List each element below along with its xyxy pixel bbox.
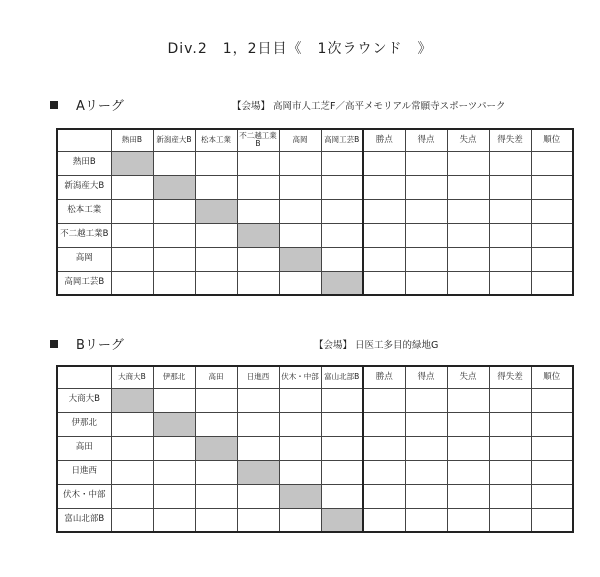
stat-cell: [489, 247, 531, 271]
self-match-cell: [153, 412, 195, 436]
result-cell: [321, 199, 363, 223]
stat-cell: [531, 484, 573, 508]
self-match-cell: [237, 460, 279, 484]
league-a-table: [56, 128, 574, 296]
stat-cell: [363, 508, 405, 532]
row-team-name: 高田: [57, 436, 111, 460]
result-cell: [111, 508, 153, 532]
self-match-cell: [279, 247, 321, 271]
result-cell: [111, 436, 153, 460]
column-header-team: 富山北部B: [321, 366, 363, 388]
stat-cell: [363, 436, 405, 460]
league-a-venue: 【会場】 高岡市人工芝F／高平メモリアル常願寺スポーツパーク: [232, 101, 506, 112]
stat-cell: [363, 271, 405, 295]
result-cell: [153, 271, 195, 295]
stat-cell: [489, 151, 531, 175]
stat-cell: [363, 151, 405, 175]
result-cell: [111, 199, 153, 223]
stat-cell: [531, 247, 573, 271]
stat-cell: [531, 412, 573, 436]
result-cell: [111, 247, 153, 271]
result-cell: [237, 436, 279, 460]
column-header-team: 熱田B: [111, 129, 153, 151]
stat-cell: [405, 388, 447, 412]
self-match-cell: [321, 271, 363, 295]
result-cell: [321, 460, 363, 484]
self-match-cell: [279, 484, 321, 508]
result-cell: [195, 460, 237, 484]
stat-cell: [489, 460, 531, 484]
stat-cell: [531, 199, 573, 223]
stat-cell: [447, 436, 489, 460]
stat-cell: [363, 412, 405, 436]
league-a-name: Aリーグ: [76, 99, 124, 114]
self-match-cell: [153, 175, 195, 199]
row-team-name: 大商大B: [57, 388, 111, 412]
stat-cell: [405, 199, 447, 223]
corner-cell: [57, 129, 111, 151]
table-row: [57, 412, 573, 436]
stat-cell: [447, 199, 489, 223]
table-row: [57, 247, 573, 271]
result-cell: [153, 151, 195, 175]
column-header-stat: 失点: [447, 129, 489, 151]
stat-cell: [489, 271, 531, 295]
result-cell: [279, 508, 321, 532]
result-cell: [237, 151, 279, 175]
stat-cell: [363, 175, 405, 199]
self-match-cell: [195, 199, 237, 223]
table-row: [57, 460, 573, 484]
result-cell: [195, 151, 237, 175]
self-match-cell: [195, 436, 237, 460]
row-team-name: 伏木・中部: [57, 484, 111, 508]
result-cell: [237, 247, 279, 271]
result-cell: [321, 436, 363, 460]
table-header-row: [57, 129, 573, 151]
stat-cell: [531, 508, 573, 532]
result-cell: [237, 199, 279, 223]
corner-cell: [57, 366, 111, 388]
result-cell: [237, 412, 279, 436]
result-cell: [279, 271, 321, 295]
stat-cell: [531, 223, 573, 247]
stat-cell: [447, 247, 489, 271]
result-cell: [321, 151, 363, 175]
result-cell: [279, 436, 321, 460]
result-cell: [153, 388, 195, 412]
result-cell: [321, 175, 363, 199]
stat-cell: [363, 388, 405, 412]
result-cell: [321, 388, 363, 412]
bullet-square-icon: [50, 101, 58, 109]
stat-cell: [363, 199, 405, 223]
stat-cell: [447, 460, 489, 484]
stat-cell: [363, 484, 405, 508]
table-row: [57, 508, 573, 532]
stat-cell: [447, 484, 489, 508]
result-cell: [195, 388, 237, 412]
stat-cell: [489, 508, 531, 532]
league-b-venue: 【会場】 日医工多目的緑地G: [314, 340, 439, 351]
league-a-heading: [50, 95, 124, 114]
stat-cell: [447, 175, 489, 199]
result-cell: [111, 223, 153, 247]
result-cell: [153, 247, 195, 271]
league-b-name: Bリーグ: [76, 338, 124, 353]
stat-cell: [405, 436, 447, 460]
result-cell: [111, 175, 153, 199]
table-row: [57, 388, 573, 412]
column-header-stat: 得失差: [489, 129, 531, 151]
stat-cell: [447, 151, 489, 175]
stat-cell: [405, 460, 447, 484]
row-team-name: 日進西: [57, 460, 111, 484]
table-header-row: [57, 366, 573, 388]
stat-cell: [405, 271, 447, 295]
column-header-team: 大商大B: [111, 366, 153, 388]
result-cell: [153, 508, 195, 532]
result-cell: [153, 484, 195, 508]
self-match-cell: [111, 388, 153, 412]
stat-cell: [489, 199, 531, 223]
row-team-name: 伊那北: [57, 412, 111, 436]
row-team-name: 熱田B: [57, 151, 111, 175]
league-b-heading: [50, 334, 124, 353]
result-cell: [237, 388, 279, 412]
stat-cell: [531, 460, 573, 484]
table-row: [57, 484, 573, 508]
stat-cell: [531, 388, 573, 412]
column-header-team: 高岡: [279, 129, 321, 151]
column-header-team: 不二越工業B: [237, 129, 279, 151]
column-header-stat: 勝点: [363, 129, 405, 151]
stat-cell: [489, 412, 531, 436]
column-header-team: 高田: [195, 366, 237, 388]
table-row: [57, 175, 573, 199]
result-cell: [111, 460, 153, 484]
result-cell: [153, 199, 195, 223]
column-header-stat: 失点: [447, 366, 489, 388]
result-cell: [279, 223, 321, 247]
bullet-square-icon: [50, 340, 58, 348]
column-header-stat: 得点: [405, 129, 447, 151]
result-cell: [111, 271, 153, 295]
result-cell: [195, 223, 237, 247]
result-cell: [195, 271, 237, 295]
stat-cell: [531, 175, 573, 199]
self-match-cell: [237, 223, 279, 247]
result-cell: [195, 175, 237, 199]
result-cell: [153, 460, 195, 484]
result-cell: [237, 175, 279, 199]
league-b-table: [56, 365, 574, 533]
table-row: [57, 436, 573, 460]
stat-cell: [531, 436, 573, 460]
column-header-team: 松本工業: [195, 129, 237, 151]
result-cell: [111, 412, 153, 436]
column-header-team: 伊那北: [153, 366, 195, 388]
table-row: [57, 271, 573, 295]
stat-cell: [531, 151, 573, 175]
stat-cell: [489, 436, 531, 460]
result-cell: [153, 223, 195, 247]
row-team-name: 不二越工業B: [57, 223, 111, 247]
stat-cell: [489, 223, 531, 247]
result-cell: [111, 484, 153, 508]
result-cell: [279, 460, 321, 484]
self-match-cell: [321, 508, 363, 532]
stat-cell: [405, 508, 447, 532]
stat-cell: [363, 223, 405, 247]
result-cell: [195, 412, 237, 436]
result-cell: [321, 247, 363, 271]
stat-cell: [489, 388, 531, 412]
table-row: [57, 151, 573, 175]
stat-cell: [363, 247, 405, 271]
result-cell: [279, 175, 321, 199]
column-header-team: 高岡工芸B: [321, 129, 363, 151]
result-cell: [321, 223, 363, 247]
result-cell: [153, 436, 195, 460]
row-team-name: 新潟産大B: [57, 175, 111, 199]
page-title: Div.2 1，2日目《 1次ラウンド 》: [167, 41, 433, 57]
stat-cell: [405, 151, 447, 175]
column-header-stat: 得失差: [489, 366, 531, 388]
stat-cell: [489, 175, 531, 199]
row-team-name: 富山北部B: [57, 508, 111, 532]
result-cell: [195, 508, 237, 532]
stat-cell: [405, 175, 447, 199]
table-row: [57, 199, 573, 223]
row-team-name: 高岡: [57, 247, 111, 271]
table-row: [57, 223, 573, 247]
stat-cell: [363, 460, 405, 484]
row-team-name: 松本工業: [57, 199, 111, 223]
row-team-name: 高岡工芸B: [57, 271, 111, 295]
result-cell: [321, 412, 363, 436]
column-header-team: 日進西: [237, 366, 279, 388]
stat-cell: [489, 484, 531, 508]
stat-cell: [447, 223, 489, 247]
result-cell: [237, 508, 279, 532]
stat-cell: [405, 484, 447, 508]
result-cell: [279, 199, 321, 223]
result-cell: [195, 247, 237, 271]
stat-cell: [447, 271, 489, 295]
stat-cell: [405, 412, 447, 436]
column-header-team: 新潟産大B: [153, 129, 195, 151]
stat-cell: [447, 508, 489, 532]
result-cell: [279, 412, 321, 436]
stat-cell: [531, 271, 573, 295]
stat-cell: [405, 247, 447, 271]
column-header-team: 伏木・中部: [279, 366, 321, 388]
result-cell: [321, 484, 363, 508]
result-cell: [195, 484, 237, 508]
result-cell: [279, 151, 321, 175]
column-header-stat: 得点: [405, 366, 447, 388]
stat-cell: [447, 412, 489, 436]
result-cell: [237, 484, 279, 508]
column-header-stat: 順位: [531, 366, 573, 388]
self-match-cell: [111, 151, 153, 175]
column-header-stat: 勝点: [363, 366, 405, 388]
stat-cell: [447, 388, 489, 412]
column-header-stat: 順位: [531, 129, 573, 151]
result-cell: [279, 388, 321, 412]
result-cell: [237, 271, 279, 295]
stat-cell: [405, 223, 447, 247]
